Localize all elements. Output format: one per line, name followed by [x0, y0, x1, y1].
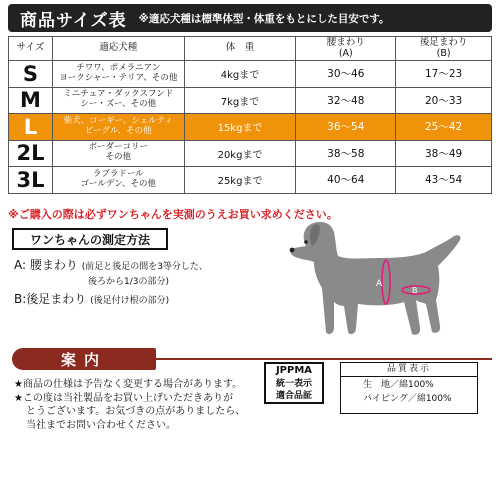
breed-cell: ラブラドール ゴールデン、その他: [52, 167, 184, 194]
leg-cell: 25～42: [396, 114, 492, 141]
col-waist: 腰まわり (A): [296, 37, 396, 61]
waist-cell: 38～58: [296, 140, 396, 167]
jppma-line1: JPPMA: [275, 365, 313, 376]
measure-b-label: B:後足まわり: [14, 292, 87, 306]
header-note: ※適応犬種は標準体型・体重をもとにした目安です。: [138, 12, 390, 25]
breed-cell: 柴犬、コーギー、シェルティ ビーグル、その他: [52, 114, 184, 141]
weight-cell: 15kgまで: [184, 114, 296, 141]
size-cell: L: [9, 114, 53, 141]
dog-illustration: [276, 216, 472, 342]
weight-cell: 7kgまで: [184, 87, 296, 114]
leg-cell: 43～54: [396, 167, 492, 194]
note-line: ★商品の仕様は予告なく変更する場合があります。: [14, 379, 243, 390]
quality-title: 品質表示: [341, 363, 477, 377]
measure-a-label: A: 腰まわり: [14, 258, 78, 272]
table-header-row: [9, 37, 492, 61]
leg-cell: 17～23: [396, 61, 492, 88]
waist-cell: 40～64: [296, 167, 396, 194]
note-line: ★この度は当社製品をお買い上げいただきありが: [14, 392, 233, 404]
quality-row: 生 地／綿100%: [363, 380, 434, 390]
guide-title-bar: [12, 348, 156, 370]
col-size: サイズ: [9, 37, 53, 61]
note-line: とうございます。お気づきの点がありましたら、: [26, 406, 246, 417]
jppma-line3: 適合品証: [275, 391, 312, 401]
purchase-warning: ※ご購入の際は必ずワンちゃんを実測のうえお買い求めください。: [8, 208, 338, 221]
jppma-badge: [264, 362, 324, 404]
measure-a-note-2: 後ろから1/3の部分): [88, 277, 169, 287]
waist-cell: 32～48: [296, 87, 396, 114]
waist-cell: 30～46: [296, 61, 396, 88]
note-line: 当社までお問い合わせください。: [26, 419, 176, 431]
measure-b-line: [14, 290, 169, 307]
table-row: [9, 140, 492, 167]
breed-cell: ボーダーコリー その他: [52, 140, 184, 167]
measure-b-note: (後足付け根の部分): [90, 296, 170, 306]
guide-divider: [156, 358, 492, 360]
measure-a-note: (前足と後足の間を3等分した、: [81, 262, 208, 272]
guide-title: 案内: [60, 350, 107, 369]
quality-label: [340, 362, 478, 414]
table-row: [9, 87, 492, 114]
table-row: [9, 61, 492, 88]
measure-a-line: [14, 256, 208, 273]
size-table: [8, 36, 492, 194]
weight-cell: 4kgまで: [184, 61, 296, 88]
size-cell: 3L: [9, 167, 53, 194]
leg-cell: 20～33: [396, 87, 492, 114]
col-breed: 適応犬種: [52, 37, 184, 61]
dog-label-b: B: [412, 286, 418, 295]
page-title: 商品サイズ表: [20, 10, 127, 31]
title-bar: [8, 4, 492, 32]
waist-cell: 36～54: [296, 114, 396, 141]
table-row-highlighted: [9, 114, 492, 141]
col-leg: 後足まわり (B): [396, 37, 492, 61]
jppma-line2: 統一表示: [275, 378, 312, 389]
weight-cell: 25kgまで: [184, 167, 296, 194]
size-cell: S: [9, 61, 53, 88]
breed-cell: ミニチュア・ダックスフンド シー・ズー、その他: [52, 87, 184, 114]
col-weight: 体 重: [184, 37, 296, 61]
breed-cell: チワワ、ポメラニアン ヨークシャー・テリア、その他: [52, 61, 184, 88]
size-cell: M: [9, 87, 53, 114]
size-cell: 2L: [9, 140, 53, 167]
leg-cell: 38～49: [396, 140, 492, 167]
weight-cell: 20kgまで: [184, 140, 296, 167]
quality-row: パイピング／綿100%: [363, 394, 452, 404]
table-row: [9, 167, 492, 194]
dog-eye: [304, 240, 308, 244]
measure-title: ワンちゃんの測定方法: [12, 228, 168, 250]
guide-notes: [14, 378, 245, 432]
dog-label-a: A: [376, 279, 383, 289]
dog-nose: [290, 248, 295, 253]
